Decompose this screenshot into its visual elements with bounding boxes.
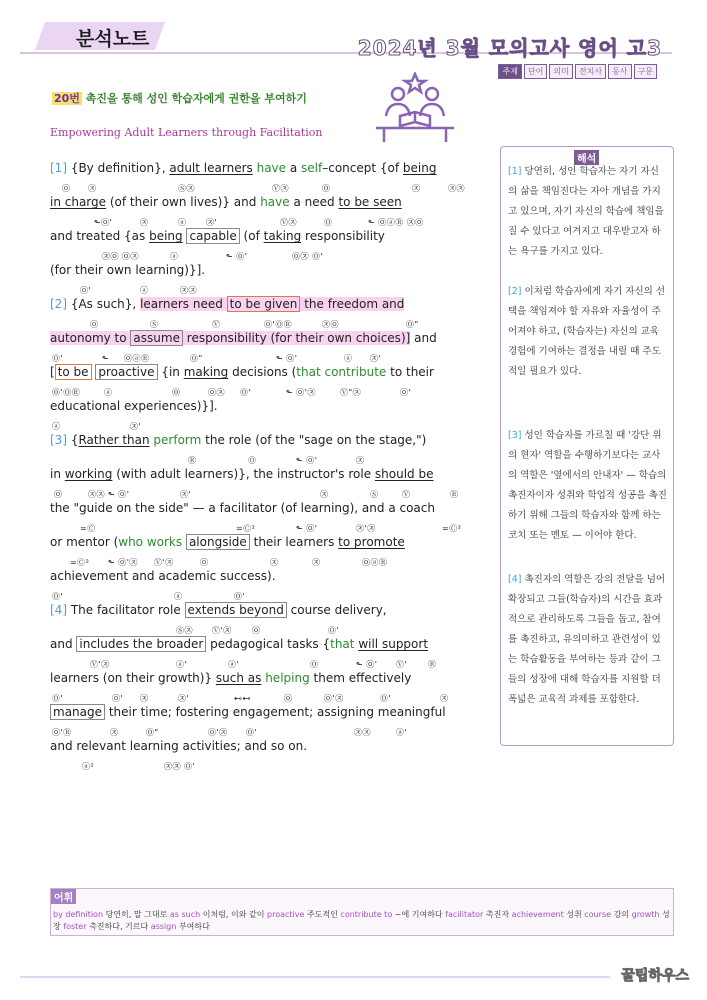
- vocabulary-tag: 어휘: [51, 889, 76, 904]
- footer-divider: [20, 976, 610, 978]
- question-title-text: 촉진을 통해 성인 학습자에게 권한을 부여하기: [85, 92, 307, 105]
- translation-heading: 해석: [574, 150, 599, 165]
- english-title: Empowering Adult Learners through Facilitation: [50, 126, 323, 139]
- badge: 전치사: [575, 64, 606, 79]
- translation-1: [1] 당연히, 성인 학습자는 자기 자신의 삶을 책임진다는 자아 개념을 가지고 있으며, 자기 자신의 학습에 책임을 질 수 있다고 여겨지고 대우받고자 하는 욕구를 가지고 있다.: [508, 166, 664, 257]
- reading-illustration-icon: [372, 72, 458, 144]
- passage: [1] {By definition}, adult learners have a self–concept {of being ㉧ ㉨ Ⓢ㉨ Ⓥ㉨ Ⓞ ㉨ ㉨㉨ in charge (of their own lives)} and have a need to be seen ⬑㉧' ㉨ ⓐ ㉨' Ⓥ㉨ Ⓞ ⬑ ㉧ⓐⓇ ㉨㉧ and treated {as being capable (of taking responsibility ㉨㉧ ㉧㉨ ⓐ ⬑ ㉧' ㉧㉨ Ⓞ' (for their own learning)}]. ㉧' ⓐ ㉨㉨ [2] {As such}, learners need to be given the freedom and ㉧ Ⓢ Ⓥ ㉧'ⓄⓇ ㉨㉧ Ⓞ" autonomy to assume responsibility (for their own choices)] and Ⓞ' ⬑ ㉧ⓐⓇ Ⓞ" ⬑ ㉧' ⓐ ㉨' [ to be proactive {in making decisions (that contribute to their ㉧'ⓄⓇ ⓐ ㉧ ㉧㉨ Ⓞ' ⬑ ㉧'㉨ Ⓥ"㉨ ㉧' educational experiences)}]. ⓐ ㉨' [3] {Rather than perform the role (of the "sage on the stage,") Ⓡ Ⓞ ⬑ ㉧' ㉨ in working (with adult learners)}, the instructor's role should be ㉧ ㉨㉨ ⬑ ㉧' ㉨' ㉨ Ⓢ Ⓥ Ⓡ the "guide on the side" — a facilitator (of learning), and a coach =Ⓒ =Ⓒ² ⬑ ㉧' ㉨'㉨ =Ⓒ² or mentor (who works alongside their learners to promote =Ⓒ² ⬑ ㉧'㉨ Ⓥ'㉨ ㉧ ㉨ ㉨ ㉧ⓐⓇ achievement and academic success). Ⓞ' ⓐ Ⓞ' [4] The facilitator role extends beyond course delivery, Ⓢ㉨ Ⓥ'㉨ ㉧ Ⓞ' and includes the broader pedagogical tasks {that will support Ⓥ'㉨ ⓐ' ⓐ' Ⓞ ⬑ ㉧' Ⓥ' Ⓡ learners (on their growth)} such as helping them effectively Ⓞ' ㉧' ㉨ ㉨' ⊷⊷ ㉧ ㉧'㉨ Ⓞ' ㉨ manage their time; fostering engagement; assigning meaningful ㉧'Ⓡ ㉨ Ⓞ" ㉧'㉨ Ⓞ' ㉨㉨ ⓐ' and relevant learning activities; and so on. ⓐ² ㉨㉨ Ⓞ': [50, 161, 465, 771]
- badge: 동사: [608, 64, 631, 79]
- translation-2: [2] 이처럼 학습자에게 자기 자신의 선택을 책임져야 할 자유와 자율성이 주어져야 하고, (학습자는) 자신의 교육 경험에 기여하는 결정을 내릴 때 주도적일 필요가 있다.: [508, 286, 666, 377]
- translation-3: [3] 성인 학습자를 가르칠 때 '강단 위의 현자' 역할을 수행하기보다는 교사의 역할은 '옆에서의 안내자' — 학습의 촉진자이자 성취와 학업적 성공을 촉진하기 위해 그들의 학습자와 함께 하는 코치 또는 멘토 — 이어야 한다.: [508, 430, 667, 541]
- vocabulary-box: [50, 888, 674, 936]
- section-tag: 분석노트: [76, 28, 150, 50]
- badge: 주제: [498, 64, 521, 79]
- legend-badges: [498, 64, 657, 79]
- question-number: 20번: [54, 92, 80, 105]
- translation-4: [4] 촉진자의 역할은 강의 전달을 넘어 확장되고 그들(학습자)의 시간을 효과적으로 관리하도록 그들을 돕고, 참여를 촉진하고, 유의미하고 관련성이 있는 학습활동을 부여하는 등과 같이 그들의 성장에 대해 학습자를 지원할 더 폭넓은 교육적 과제를 포함한다.: [508, 574, 666, 705]
- exam-title: 2024년 3월 모의고사 영어 고3: [357, 36, 662, 60]
- vocabulary-list: by definition 당연히, 말 그대로 as such 이처럼, 이와 같이 proactive 주도적인 contribute to ~에 기여하다 facilitator 촉진자 achievement 성취 course 강의 growth 성장 foster 촉진하다, 기르다 assign 부여하다: [53, 910, 670, 931]
- question-title: [52, 90, 307, 106]
- badge: 구문: [634, 64, 657, 79]
- translation-body: [508, 162, 668, 710]
- badge: 단어: [524, 64, 547, 79]
- brand-logo: 꿀팁하우스: [621, 968, 689, 984]
- badge: 의미: [549, 64, 572, 79]
